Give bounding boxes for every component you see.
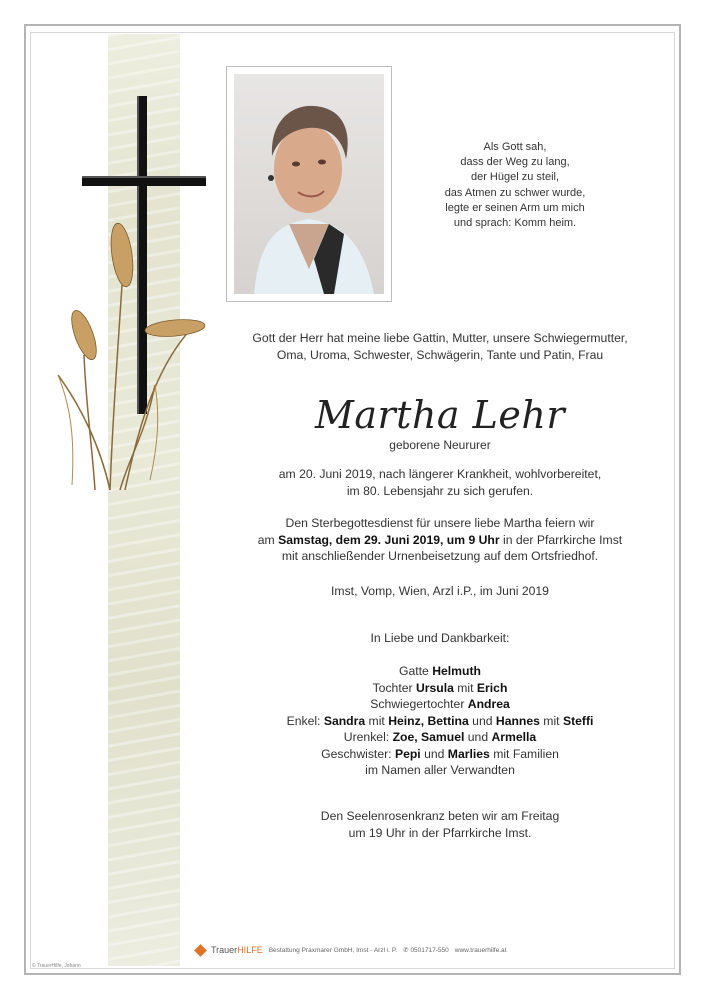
poem xyxy=(400,140,630,231)
family-list xyxy=(200,663,680,779)
service-line: Den Sterbegottesdienst für unsere liebe Martha feiern wir xyxy=(285,516,595,530)
family-line xyxy=(200,680,680,697)
family-name: Andrea xyxy=(467,697,510,711)
family-name: Helmuth xyxy=(432,664,481,678)
connector: mit xyxy=(539,713,563,728)
copyright: © TrauerHilfe, Johann xyxy=(32,963,81,969)
logo-part-b: HILFE xyxy=(237,945,263,955)
intro-text xyxy=(200,330,680,363)
connector: und xyxy=(464,730,492,744)
connector: mit xyxy=(365,713,389,728)
family-name: Erich xyxy=(476,680,508,695)
family-line xyxy=(200,746,680,763)
family-name: Hannes xyxy=(495,713,540,728)
death-notice xyxy=(200,466,680,499)
label: Enkel: xyxy=(286,713,324,728)
label: Gatte xyxy=(399,664,433,678)
portrait-photo xyxy=(234,74,384,294)
family-name: Steffi xyxy=(562,713,594,728)
thanks-heading: In Liebe und Dankbarkeit: xyxy=(370,631,510,645)
label: Tochter xyxy=(372,680,416,695)
footer xyxy=(196,943,506,957)
family-line xyxy=(200,713,680,730)
poem-line: das Atmen zu schwer wurde, xyxy=(444,186,586,199)
family-name: Zoe, Samuel xyxy=(392,730,465,744)
deceased-name: Martha Lehr xyxy=(314,393,566,437)
connector: mit Familien xyxy=(489,746,559,761)
family-line: im Namen aller Verwandten xyxy=(365,763,515,777)
wheat-icon xyxy=(50,205,210,495)
logo-part-a: Trauer xyxy=(211,945,238,955)
family-line xyxy=(200,696,680,713)
service-date: Samstag, dem 29. Juni 2019, um 9 Uhr xyxy=(278,532,500,547)
death-line: am 20. Juni 2019, nach längerer Krankheit, wohlvorbereitet, xyxy=(278,467,602,481)
family-name: Heinz, Bettina xyxy=(388,713,469,728)
rosary-line: um 19 Uhr in der Pfarrkirche Imst. xyxy=(348,825,532,840)
poem-line: der Hügel zu steil, xyxy=(470,171,560,184)
cross-bar xyxy=(82,176,206,186)
family-name: Armella xyxy=(491,730,537,744)
label: Schwiegertochter xyxy=(370,697,468,711)
company-name: Bestattung Praxmarer GmbH, Imst - Arzl i. P. xyxy=(268,946,398,954)
service-prefix: am xyxy=(257,532,279,547)
place-date: Imst, Vomp, Wien, Arzl i.P., im Juni 2019 xyxy=(331,584,549,598)
family-line xyxy=(200,729,680,746)
connector: mit xyxy=(453,680,477,695)
service-line xyxy=(200,532,680,549)
poem-line: Als Gott sah, xyxy=(483,141,547,153)
connector: und xyxy=(468,713,496,728)
family-name: Ursula xyxy=(415,680,454,695)
poem-line: und sprach: Komm heim. xyxy=(453,217,577,230)
rosary-notice xyxy=(200,808,680,841)
service-line: mit anschließender Urnenbeisetzung auf dem Ortsfriedhof. xyxy=(281,549,599,563)
logo xyxy=(211,945,263,955)
intro-line: Oma, Uroma, Schwester, Schwägerin, Tante und Patin, Frau xyxy=(276,347,604,362)
rosary-line: Den Seelenrosenkranz beten wir am Freitag xyxy=(320,809,560,823)
family-name: Pepi xyxy=(394,746,421,761)
poem-line: dass der Weg zu lang, xyxy=(460,156,570,169)
poem-line: legte er seinen Arm um mich xyxy=(445,201,585,214)
label: Urenkel: xyxy=(343,730,393,744)
family-name: Marlies xyxy=(447,746,490,761)
connector: und xyxy=(420,746,448,761)
death-line: im 80. Lebensjahr zu sich gerufen. xyxy=(346,483,534,498)
family-line xyxy=(200,663,680,680)
family-name: Sandra xyxy=(323,713,366,728)
website-link[interactable]: www.trauerhilfe.at xyxy=(454,946,507,954)
service-suffix: in der Pfarrkirche Imst xyxy=(499,532,623,547)
phone[interactable]: ✆ 0501717-550 xyxy=(403,947,449,954)
intro-line: Gott der Herr hat meine liebe Gattin, Mutter, unsere Schwiegermutter, xyxy=(252,331,628,345)
logo-icon xyxy=(194,944,207,957)
service-notice xyxy=(200,515,680,565)
label: Geschwister: xyxy=(321,746,395,761)
birth-name: geborene Neururer xyxy=(389,438,491,452)
